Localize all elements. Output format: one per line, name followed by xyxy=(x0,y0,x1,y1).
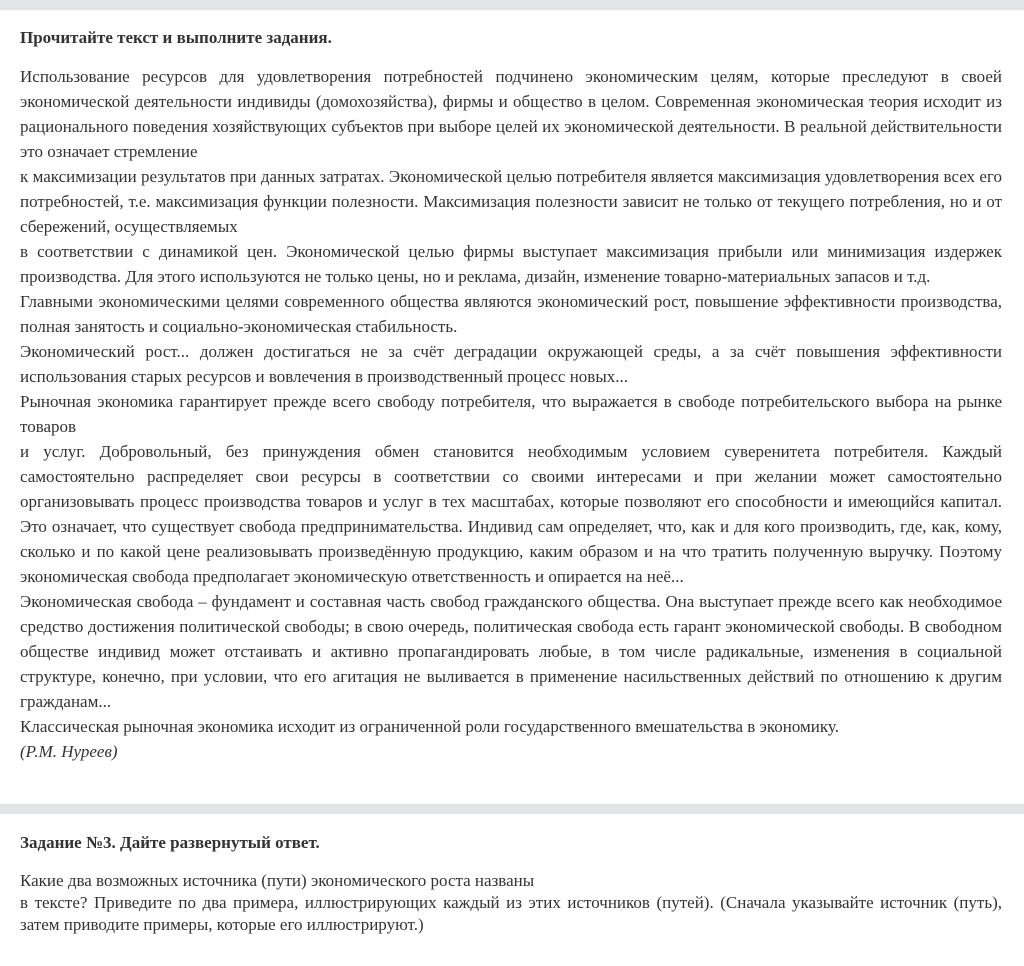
task-panel xyxy=(0,814,1024,966)
task-question-line: Какие два возможных источника (пути) экономического роста названы xyxy=(20,871,535,890)
reading-paragraph: Экономическая свобода – фундамент и составная часть свобод гражданского общества. Она выступает прежде всего как необходимое средство достижения политической свободы; в свою очередь, политическая свобода есть гарант экономической свободы. В свободном обществе индивид может отстаивать и активно пропагандировать любые, в том числе радикальные, изменения в социальной структуре, конечно, при условии, что его агитация не выливается в применение насильственных действий по отношению к другим гражданам... xyxy=(20,592,1002,711)
reading-panel xyxy=(0,10,1024,804)
reading-paragraph: Главными экономическими целями современного общества являются экономический рост, повышение эффективности производства, полная занятость и социально-экономическая стабильность. xyxy=(20,292,1002,336)
reading-heading: Прочитайте текст и выполните задания. xyxy=(20,28,332,47)
reading-author: (Р.М. Нуреев) xyxy=(20,742,118,761)
task-question-line: в тексте? Приведите по два примера, иллюстрирующих каждый из этих источников (путей). (Сначала указывайте источник (путь), затем приводите примеры, которые его иллюстрируют.) xyxy=(20,893,1002,934)
reading-paragraph: Экономический рост... должен достигаться не за счёт деградации окружающей среды, а за счёт повышения эффективности использования старых ресурсов и вовлечения в производственный процесс новых... xyxy=(20,342,1002,386)
reading-paragraph: Классическая рыночная экономика исходит из ограниченной роли государственного вмешательства в экономику. xyxy=(20,717,839,736)
reading-paragraph: Использование ресурсов для удовлетворения потребностей подчинено экономическим целям, которые преследуют в своей экономической деятельности индивиды (домохозяйства), фирмы и общество в целом. Современная экономическая теория исходит из рационального поведения хозяйствующих субъектов при выборе целей их экономической деятельности. В реальной действительности это означает стремление xyxy=(20,67,1002,161)
reading-paragraph: в соответствии с динамикой цен. Экономической целью фирмы выступает максимизация прибыли или минимизация издержек производства. Для этого используются не только цены, но и реклама, дизайн, изменение товарно-материальных запасов и т.д. xyxy=(20,242,1002,286)
task-heading: Задание №3. Дайте развернутый ответ. xyxy=(20,833,320,852)
reading-paragraph: к максимизации результатов при данных затратах. Экономической целью потребителя является максимизация удовлетворения всех его потребностей, т.е. максимизация функции полезности. Максимизация полезности зависит не только от текущего потребления, но и от сбережений, осуществляемых xyxy=(20,167,1002,236)
reading-paragraph: Рыночная экономика гарантирует прежде всего свободу потребителя, что выражается в свободе потребительского выбора на рынке товаров xyxy=(20,392,1002,436)
reading-paragraph: и услуг. Добровольный, без принуждения обмен становится необходимым условием суверенитета потребителя. Каждый самостоятельно распределяет свои ресурсы в соответствии со своими интересами и при желании может самостоятельно организовывать процесс производства товаров и услуг в тех масштабах, которые позволяют его способности и имеющийся капитал. Это означает, что существует свобода предпринимательства. Индивид сам определяет, что, как и для кого производить, где, как, кому, сколько и по какой цене реализовывать произведённую продукцию, каким образом и на что тратить полученную выручку. Поэтому экономическая свобода предполагает экономическую ответственность и опирается на неё... xyxy=(20,442,1002,586)
